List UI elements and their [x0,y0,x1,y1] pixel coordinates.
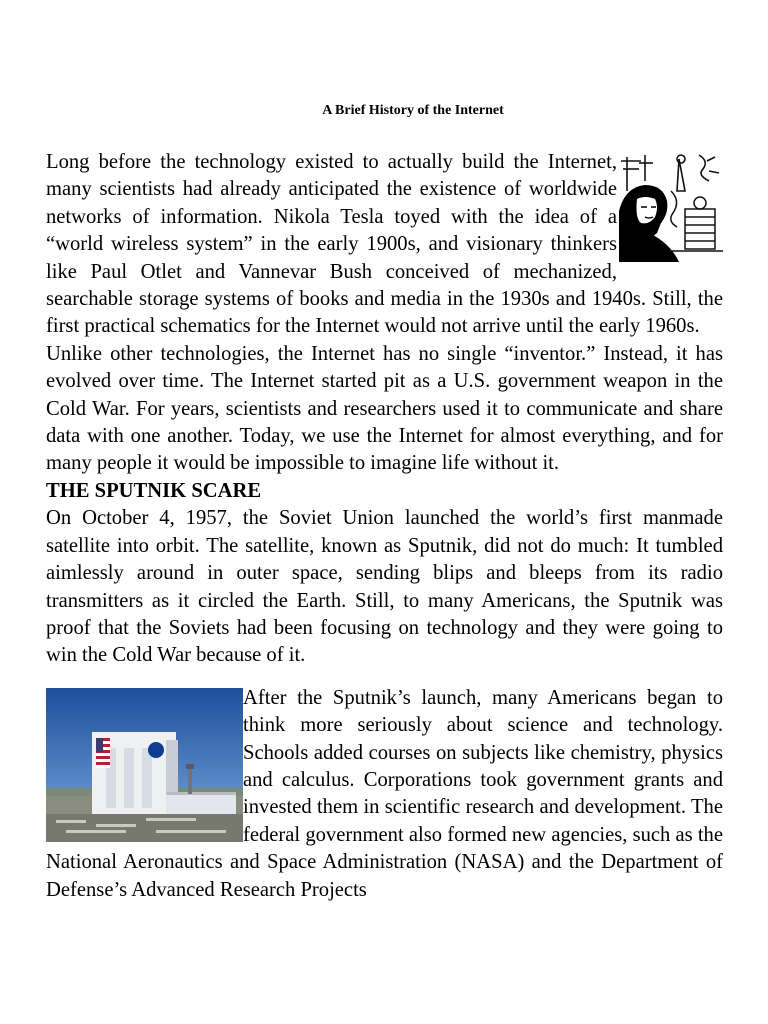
tesla-illustration [619,151,723,262]
paragraph-aftermath: After the Sputnik’s launch, many Americans began to think more seriously about science and technology. Schools added courses on subjects like chemistry, physics and calculus. Corporations took government grants and invested them in scientific research and development. The federal government also formed new agencies, such as the National Aeronautics and Space Administration (NASA) and the Department of Defense’s Advanced Research Projects [46,686,723,901]
vehicle-assembly-building-photo [46,688,243,842]
section-heading: THE SPUTNIK SCARE [46,479,262,502]
paragraph-spacer [46,670,723,685]
paragraph-intro: Long before the technology existed to actually build the Internet, many scientists had already anticipated the existence of worldwide networks of information. Nikola Tesla toyed with the idea of a “world wireless system” in the early 1900s, and visionary thinkers like Paul Otlet and Vannevar Bush conceived of mechanized, searchable storage systems of books and media in the 1930s and 1940s. Still, the first practical schematics for the Internet would not arrive until the early 1960s. [46,151,723,338]
document-body [46,149,723,904]
paragraph-sputnik: On October 4, 1957, the Soviet Union launched the world’s first manmade satellite into orbit. The satellite, known as Sputnik, did not do much: It tumbled aimlessly around in outer space, sending blips and bleeps from its radio transmitters as it circled the Earth. Still, to many Americans, the Sputnik was proof that the Soviets had been focusing on technology and they were going to win the Cold War because of it. [46,507,723,667]
nasa-logo-icon [148,742,164,758]
paragraph-inventor: Unlike other technologies, the Internet has no single “inventor.” Instead, it has evolved over time. The Internet started pit as a U.S. government weapon in the Cold War. For years, scientists and researchers used it to communicate and share data with one another. Today, we use the Internet for almost everything, and for many people it would be impossible to imagine life without it. [46,342,723,475]
document-title: A Brief History of the Internet [322,103,504,118]
